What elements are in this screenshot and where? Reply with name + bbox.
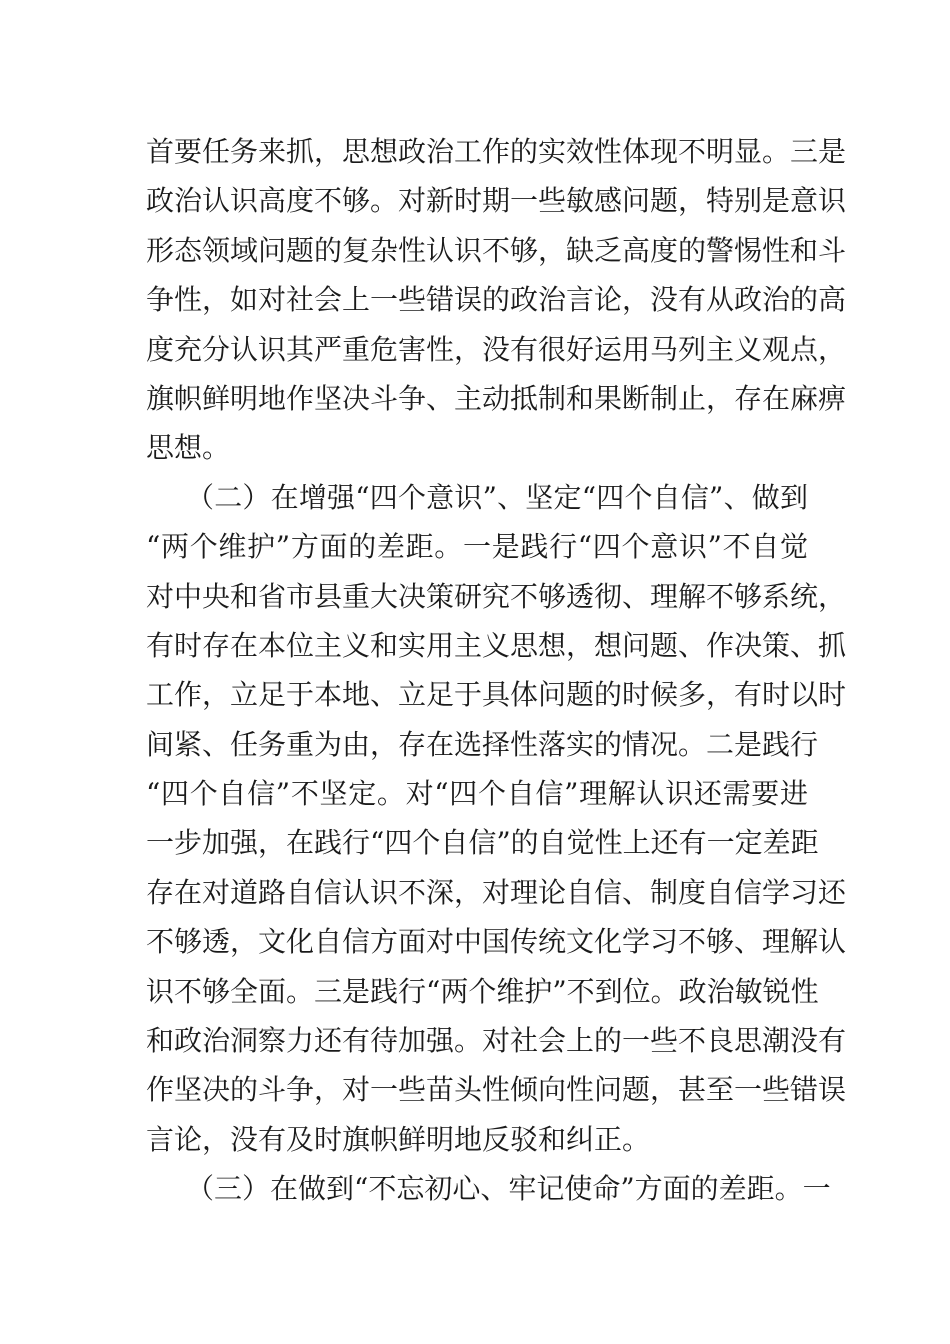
- paragraph-heading-3: （三）在做到“不忘初心、牢记使命”方面的差距。一: [186, 1172, 831, 1206]
- text-line: “两个维护”方面的差距。一是践行“四个意识”不自觉: [146, 530, 808, 564]
- text-line: 对中央和省市县重大决策研究不够透彻、理解不够系统，: [146, 579, 847, 613]
- text-line: 政治认识高度不够。对新时期一些敏感问题，特别是意识: [146, 184, 847, 218]
- text-line: 言论，没有及时旗帜鲜明地反驳和纠正。: [146, 1122, 651, 1156]
- text-line: 争性，如对社会上一些错误的政治言论，没有从政治的高: [146, 283, 847, 317]
- text-line: 旗帜鲜明地作坚决斗争、主动抵制和果断制止，存在麻痹: [146, 381, 847, 415]
- body-text: [146, 127, 847, 1214]
- text-line: 存在对道路自信认识不深，对理论自信、制度自信学习还: [146, 875, 847, 909]
- paragraph-heading-2: （二）在增强“四个意识”、坚定“四个自信”、做到: [186, 480, 808, 514]
- text-line: 思想。: [146, 431, 231, 465]
- text-line: 作坚决的斗争，对一些苗头性倾向性问题，甚至一些错误: [146, 1073, 847, 1107]
- text-line: 形态领域问题的复杂性认识不够，缺乏高度的警惕性和斗: [146, 233, 847, 267]
- text-line: 识不够全面。三是践行“两个维护”不到位。政治敏锐性: [146, 974, 819, 1008]
- text-line: 一步加强，在践行“四个自信”的自觉性上还有一定差距: [146, 826, 819, 860]
- text-line: 工作，立足于本地、立足于具体问题的时候多，有时以时: [146, 678, 847, 712]
- text-line: 和政治洞察力还有待加强。对社会上的一些不良思潮没有: [146, 1024, 847, 1058]
- text-line: 间紧、任务重为由，存在选择性落实的情况。二是践行: [146, 727, 819, 761]
- text-line: 有时存在本位主义和实用主义思想，想问题、作决策、抓: [146, 628, 847, 662]
- text-line: “四个自信”不坚定。对“四个自信”理解认识还需要进: [146, 777, 808, 811]
- text-line: 首要任务来抓，思想政治工作的实效性体现不明显。三是: [146, 135, 847, 168]
- text-line: 不够透，文化自信方面对中国传统文化学习不够、理解认: [146, 925, 847, 959]
- text-line: 度充分认识其严重危害性，没有很好运用马列主义观点，: [146, 332, 847, 366]
